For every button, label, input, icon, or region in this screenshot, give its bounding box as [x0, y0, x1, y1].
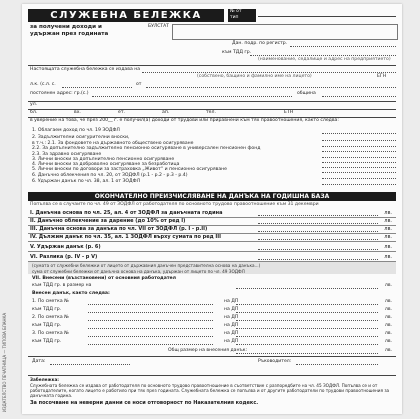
recalc-row-label: I. Данъчна основа по чл. 25, ал. 4 от ЗОДФЛ за данъчната година	[30, 210, 223, 216]
certification-text: в уверение на това, че през 200__ г. е получил(а) доходи от трудови или приравнени към тях правоотношения, както следва:	[30, 118, 339, 123]
payment-account-field[interactable]	[88, 336, 213, 337]
payment-row	[28, 299, 396, 306]
income-item: 6. Удържан данък по чл. 38, ал. 1 от ЗОДФЛ	[32, 179, 141, 184]
subtitle-line-1: за получени доходи и	[30, 24, 102, 30]
recalc-row-unit: лв.	[384, 218, 392, 224]
payment-unit: лв.	[384, 307, 392, 312]
payment-amount-field[interactable]	[236, 328, 378, 329]
signature-row	[28, 359, 396, 366]
street-col-ap: ап.	[162, 110, 170, 115]
income-item: 6. Данъчно облекчения по чл. 20, от ЗОДФЛ (р.1 - р.2 - р.3 - р.4)	[32, 173, 188, 178]
recalc-row-field[interactable]	[258, 223, 378, 224]
employer-caption: (наименование, седалище и адрес на предприятието)	[258, 57, 391, 62]
vii-unit: лв.	[384, 283, 392, 288]
income-item-amount-field[interactable]	[322, 184, 396, 185]
document-subtitle	[30, 24, 108, 37]
payment-unit: лв.	[384, 323, 392, 328]
issued-to-label: Настоящата служебна бележка се издава на	[30, 67, 141, 72]
total-label: Общ размер на внесения данък:	[168, 348, 248, 353]
document-title: СЛУЖЕБНА БЕЛЕЖКА	[28, 9, 224, 22]
recalc-row-label: III. Данъчна основа за данъка по чл. VII от ЗОДФЛ (р. I - р.II)	[30, 226, 208, 232]
payment-account-field[interactable]	[88, 320, 213, 321]
payment-mid-label: на ДП	[224, 331, 239, 336]
income-item-amount-field[interactable]	[322, 146, 396, 147]
payment-label: към ТДД гр.	[32, 339, 62, 344]
recipient-caption: (собствено, бащино и фамилно име на лицето)	[197, 74, 312, 79]
number-sub: тип	[230, 15, 239, 20]
income-item: 2. Задължителни осигурителни вноски,	[32, 135, 130, 140]
recalc-row-unit: лв.	[384, 254, 392, 260]
income-item-amount-field[interactable]	[322, 162, 396, 163]
recalc-row-field[interactable]	[258, 259, 378, 260]
income-item: 2.3. За здравно осигуряване	[32, 152, 102, 157]
vii-sub-row	[28, 283, 396, 290]
date-label: Дата:	[32, 359, 46, 364]
total-field[interactable]	[236, 353, 378, 354]
street-col-et: ет.	[118, 110, 125, 115]
payment-row	[28, 307, 396, 314]
date-field[interactable]	[50, 364, 130, 365]
income-item-amount-field[interactable]	[322, 178, 396, 179]
street-col-etn: ЕТН	[284, 110, 294, 115]
income-item-amount-field[interactable]	[322, 167, 396, 168]
payment-unit: лв.	[384, 339, 392, 344]
recalc-row-field[interactable]	[258, 215, 378, 216]
address-field[interactable]	[92, 96, 292, 97]
street-col-ul: ул.	[30, 102, 38, 107]
id-card-field[interactable]	[62, 87, 132, 88]
payment-label: към ТДД гр.	[32, 323, 62, 328]
recalc-row-unit: лв.	[384, 210, 392, 216]
gray-note-2: сума от служебни бележки от данъчна основа на данъка, удържан от лицето по чл. 49 ЗОДФЛ	[32, 269, 245, 274]
recalc-row-label: VI. Разлика (р. IV - р V)	[30, 254, 98, 260]
number-line[interactable]	[258, 16, 396, 17]
signature-field[interactable]	[296, 364, 378, 365]
payment-account-field[interactable]	[88, 304, 213, 305]
total-unit: лв.	[384, 348, 392, 353]
number-box[interactable]	[228, 9, 256, 22]
payment-label: 2. По сметка №	[32, 315, 69, 320]
annual-recalc-note: Попълва се в случаите по чл. 49 от ЗОДФЛ от работодателя по основното трудово правоотношение към 31 декември	[30, 202, 319, 207]
id-from-label: от	[136, 82, 142, 87]
payment-amount-field[interactable]	[236, 304, 378, 305]
payment-amount-field[interactable]	[236, 344, 378, 345]
payment-row	[28, 323, 396, 330]
income-item: 2.2. За допълнително задължително пенсионно осигуряване в универсален пенсионен фонд	[32, 146, 261, 151]
payment-row	[28, 339, 396, 346]
signature-label: Ръководител:	[258, 359, 292, 364]
recalc-row-field[interactable]	[258, 239, 378, 240]
recalc-row-unit: лв.	[384, 226, 392, 232]
district-field[interactable]	[322, 96, 396, 97]
income-item-amount-field[interactable]	[322, 133, 396, 134]
paid-label: Внесен данък, както следва:	[32, 291, 110, 296]
income-item-amount-field[interactable]	[322, 151, 396, 152]
tdd-label: към ТДД гр.	[222, 50, 252, 55]
side-print-text: ИЗДАТЕЛСТВО ПЕЧАТНИЦА — ТИПОВА БЛАНКА	[2, 312, 7, 412]
divider	[28, 356, 396, 357]
street-col-vh: вх.	[74, 110, 81, 115]
divider	[28, 101, 396, 102]
recalc-row-field[interactable]	[258, 231, 378, 232]
payment-label: към ТДД гр.	[32, 307, 62, 312]
footer-warning: За посочване на неверни данни се носи отговорност по Наказателния кодекс.	[30, 400, 259, 406]
recalc-row-label: V. Удържан данък (р. 6)	[30, 244, 101, 250]
bulstat-label: БУЛСТАТ	[148, 24, 169, 29]
income-item: 4. Лични вноски за доброволно осигуряване за безработица	[32, 162, 180, 167]
paid-label-row	[28, 291, 396, 298]
payment-mid-label: на ДП	[224, 339, 239, 344]
id-from-field[interactable]	[146, 87, 396, 88]
street-col-tel: тел.	[206, 110, 216, 115]
payment-account-field[interactable]	[88, 312, 213, 313]
recalc-row	[28, 243, 396, 252]
income-item: в т.ч.: 2.1. За фондовете на държавното обществено осигуряване	[32, 141, 194, 146]
payment-amount-field[interactable]	[236, 320, 378, 321]
payment-label: 3. По сметка №	[32, 331, 69, 336]
annual-recalc-heading: ОКОНЧАТЕЛНО ПРЕИЗЧИСЛЯВАНЕ НА ДАНЪКА НА ГОДИШНА БАЗА	[28, 192, 396, 201]
payment-mid-label: на ДП	[224, 323, 239, 328]
gray-note-1: (сумата от служебни бележки от лицето от държавния данъчен представителна основа на данъка...)	[32, 263, 261, 268]
footer-text: Служебната бележка се издава от работодателя по основното трудово правоотношение в съответствие с разпоредбите на чл. 45 ЗОДФЛ. Попълва се и от работодателите, когато лицето е работило при тях през годината. Служебната бележка се попълва и от другите работодатели по трудови правоотношения за данъчната година.	[30, 383, 390, 398]
payment-amount-field[interactable]	[236, 312, 378, 313]
payment-row	[28, 315, 396, 322]
payment-mid-label: на ДП	[224, 307, 239, 312]
document-sheet	[22, 4, 402, 414]
tdd-field[interactable]	[250, 55, 396, 56]
income-item: 1. Облагаем доход по чл. 19 ЗОДФЛ	[32, 128, 120, 133]
income-item-amount-field[interactable]	[322, 172, 396, 173]
tax-office-field[interactable]	[290, 46, 396, 47]
income-item: 3. Лични вноски за допълнително пенсионно осигуряване	[32, 157, 175, 162]
recipient-name-field[interactable]	[142, 72, 396, 73]
income-item-amount-field[interactable]	[322, 140, 396, 141]
street-col-bl: бл.	[30, 110, 38, 115]
vii-amount-field[interactable]	[236, 288, 378, 289]
payment-mid-label: на ДП	[224, 315, 239, 320]
payment-unit: лв.	[384, 331, 392, 336]
vii-sub: към ТДД гр. в размер на	[32, 283, 92, 288]
income-item-amount-field[interactable]	[322, 157, 396, 158]
id-card-label: л.к. (с.л. с.	[30, 82, 56, 87]
income-item: 5. Лични вноски по договори за застраховка „Живот“ и пенсионно осигуряване	[32, 167, 227, 172]
address-label: постоянен адрес: гр.(с.)	[30, 91, 89, 96]
recalc-row-label: IV. Дължим данък по чл. 35, ал. 1 ЗОДФЛ върху сумата по ред III	[30, 234, 222, 240]
divider	[28, 65, 396, 66]
payment-account-field[interactable]	[88, 328, 213, 329]
recalc-row	[28, 233, 396, 242]
recalc-row-label: II. Данъчно облекчение за дарение (до 10% от ред I)	[30, 218, 186, 224]
recalc-row-unit: лв.	[384, 244, 392, 250]
recalc-row	[28, 253, 396, 262]
tax-office-label: Дан. подр. по регистр.	[232, 41, 288, 46]
egn-label: ЕГН	[377, 74, 387, 79]
payment-unit: лв.	[384, 315, 392, 320]
payment-row	[28, 331, 396, 338]
payment-mid-label: на ДП	[224, 299, 239, 304]
payment-account-field[interactable]	[88, 344, 213, 345]
total-row	[28, 348, 396, 355]
divider	[28, 109, 396, 110]
number-label: № от	[230, 9, 242, 14]
footer-notes	[28, 375, 396, 411]
gray-note-band	[28, 262, 396, 274]
employer-box[interactable]	[172, 24, 398, 40]
district-label: община	[297, 91, 316, 96]
recalc-row-field[interactable]	[258, 249, 378, 250]
payment-unit: лв.	[384, 299, 392, 304]
recalc-row-unit: лв.	[384, 234, 392, 240]
vii-row	[28, 276, 396, 283]
footer-title: Забележка:	[30, 377, 59, 382]
vii-label: VII. Внесени (възстановени) от основния работодател	[32, 276, 176, 281]
payment-label: 1. По сметка №	[32, 299, 69, 304]
subtitle-line-2: удържан през годината	[30, 30, 109, 37]
payment-amount-field[interactable]	[236, 336, 378, 337]
